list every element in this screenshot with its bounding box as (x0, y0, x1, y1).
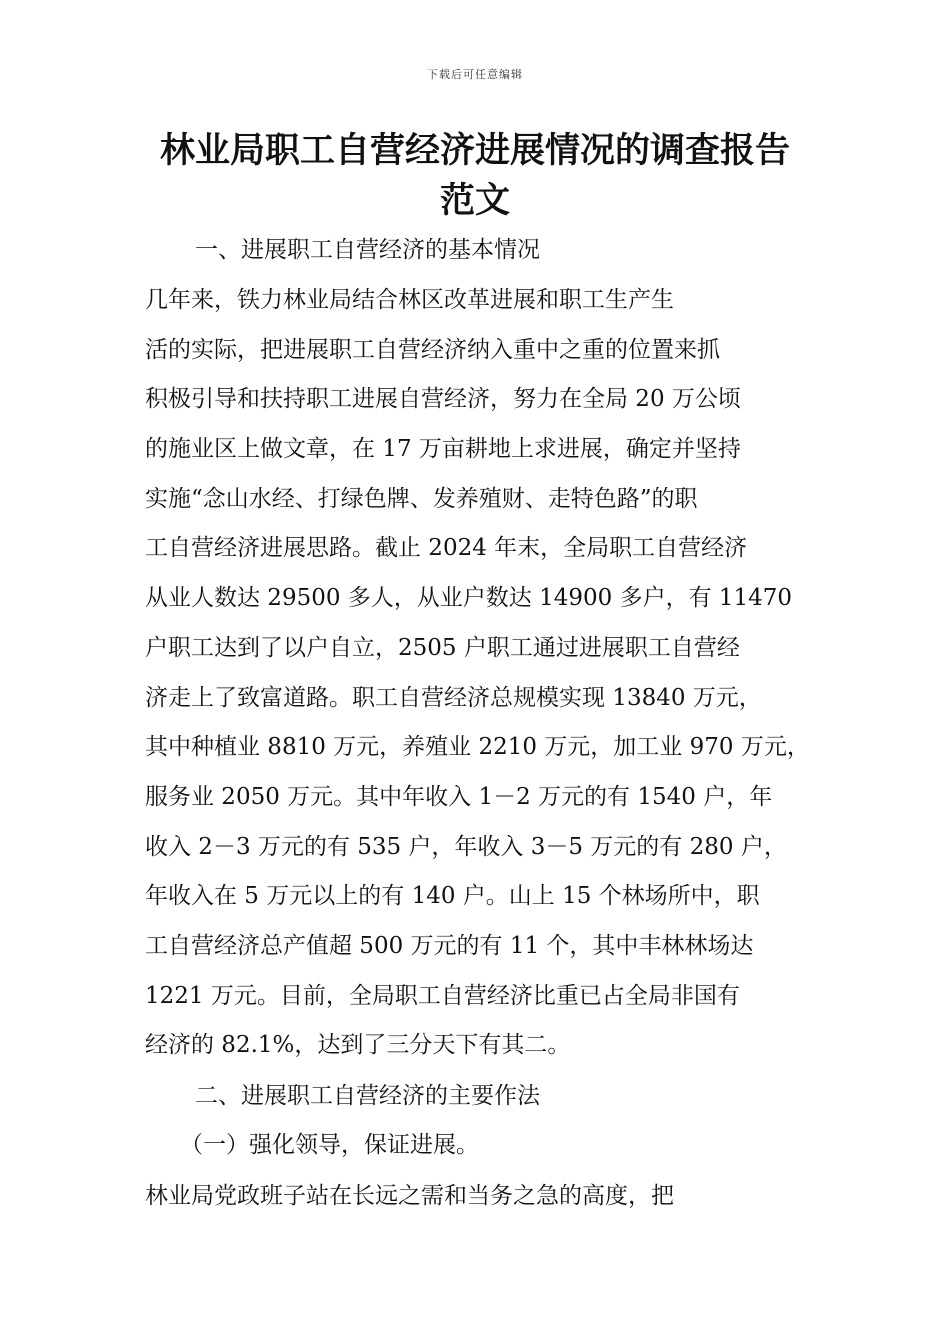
paragraph-line: 的施业区上做文章，在 17 万亩耕地上求进展，确定并坚持 (145, 436, 741, 463)
paragraph-line: 收入 2－3 万元的有 535 户，年收入 3－5 万元的有 280 户， (145, 833, 787, 860)
paragraph-line: 服务业 2050 万元。其中年收入 1－2 万元的有 1540 户，年 (145, 783, 773, 810)
paragraph-line: 经济的 82.1%，达到了三分天下有其二。 (145, 1032, 571, 1059)
paragraph-line: 活的实际，把进展职工自营经济纳入重中之重的位置来抓 (145, 336, 720, 363)
title-line-1: 林业局职工自营经济进展情况的调查报告 (159, 131, 790, 171)
paragraph-line: 工自营经济总产值超 500 万元的有 11 个，其中丰林林场达 (145, 932, 754, 959)
header-note: 下载后可任意编辑 (427, 68, 523, 81)
paragraph-line: 工自营经济进展思路。截止 2024 年末，全局职工自营经济 (145, 535, 748, 562)
paragraph-line: 其中种植业 8810 万元，养殖业 2210 万元，加工业 970 万元， (145, 734, 810, 761)
paragraph-line: 实施“念山水经、打绿色牌、发养殖财、走特色路”的职 (145, 485, 698, 512)
paragraph-2 (145, 1172, 810, 1222)
paragraph-line: 年收入在 5 万元以上的有 140 户。山上 15 个林场所中，职 (145, 883, 760, 910)
paragraph-line: 积极引导和扶持职工进展自营经济，努力在全局 20 万公顷 (145, 386, 741, 413)
paragraph-line: 1221 万元。目前，全局职工自营经济比重已占全局非国有 (145, 982, 740, 1009)
subsection-heading-1: （一）强化领导，保证进展。 (180, 1132, 479, 1158)
document-title (145, 126, 805, 226)
section-heading-1: 一、进展职工自营经济的基本情况 (195, 237, 540, 263)
paragraph-1 (145, 276, 810, 1071)
section-heading-2: 二、进展职工自营经济的主要作法 (195, 1083, 540, 1109)
paragraph-line: 济走上了致富道路。职工自营经济总规模实现 13840 万元， (145, 684, 762, 711)
title-line-2: 范文 (439, 181, 510, 221)
paragraph-line: 林业局党政班子站在长远之需和当务之急的高度，把 (145, 1183, 674, 1209)
paragraph-line: 几年来，铁力林业局结合林区改革进展和职工生产生 (145, 287, 674, 313)
paragraph-line: 户职工达到了以户自立，2505 户职工通过进展职工自营经 (145, 634, 740, 661)
paragraph-line: 从业人数达 29500 多人，从业户数达 14900 多户，有 11470 (145, 585, 793, 612)
